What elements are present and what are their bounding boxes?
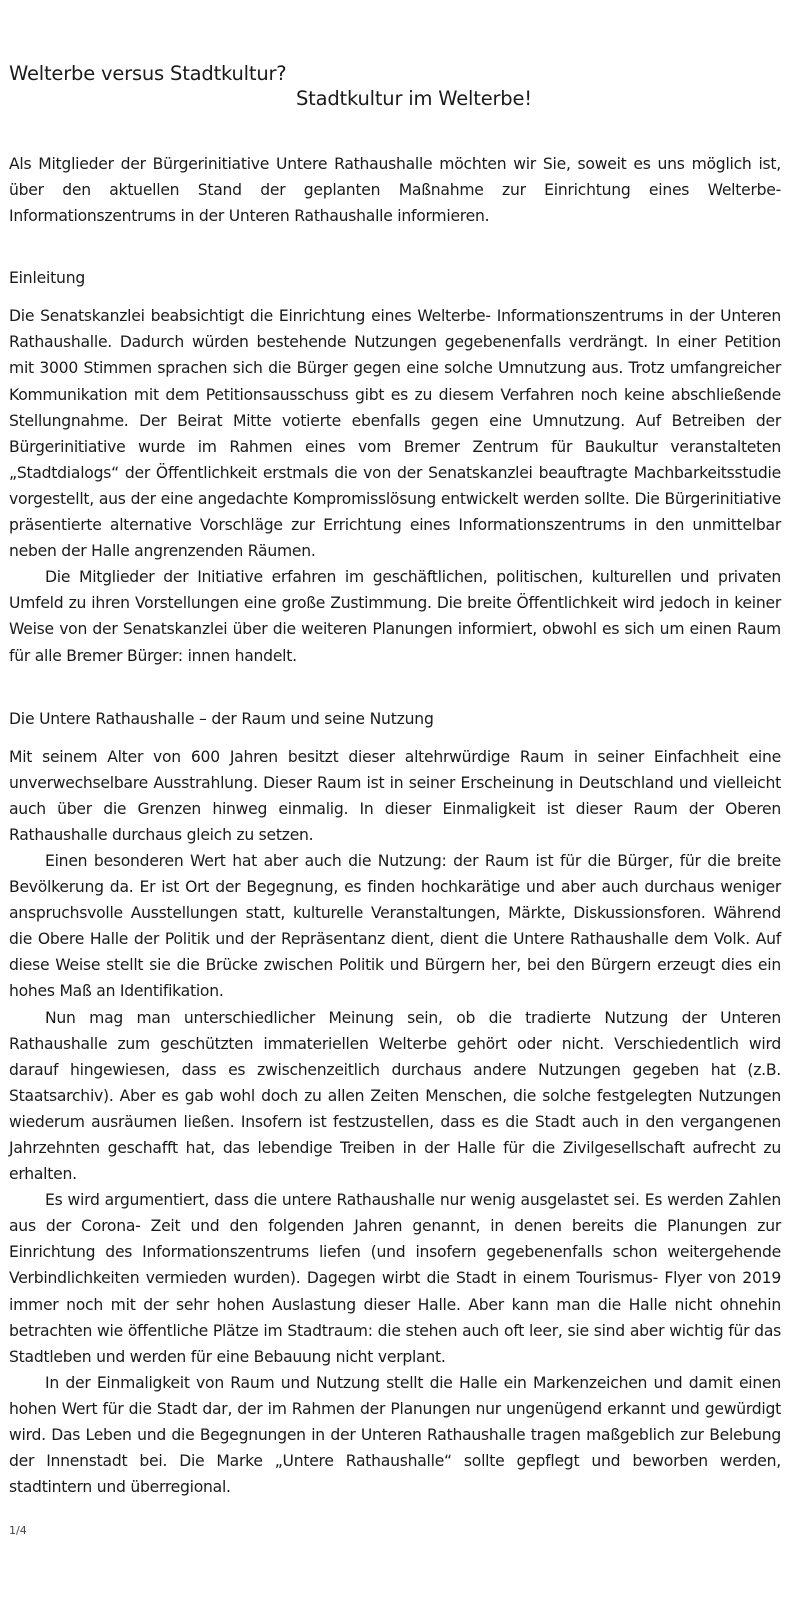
einleitung-paragraph-2: Die Mitglieder der Initiative erfahren im geschäftlichen, politischen, kulturellen und privaten Umfeld zu ihren Vorstellungen eine große Zustimmung. Die breite Öffentlichkeit wird jedoch in keiner Weise von der Senatskanzlei über die weiteren Planungen informiert, obwohl es sich um einen Raum für alle Bremer Bürger: innen handelt. — [9, 568, 781, 665]
rathaushalle-paragraph-1: Mit seinem Alter von 600 Jahren besitzt dieser altehrwürdige Raum in seiner Einfachheit eine unverwechselbare Ausstrahlung. Dieser Raum ist in seiner Erscheinung in Deutschland und vielleicht auch über die Grenzen hinweg einmalig. In dieser Einmaligkeit ist dieser Raum der Oberen Rathaushalle durchaus gleich zu setzen. — [9, 747, 781, 844]
section-heading-einleitung: Einleitung — [9, 269, 86, 288]
einleitung-paragraph-1: Die Senatskanzlei beabsichtigt die Einrichtung eines Welterbe- Informationszentrums in der Unteren Rathaushalle. Dadurch würden bestehende Nutzungen gegebenenfalls verdrängt. In einer Petition mit 3000 Stimmen sprachen sich die Bürger gegen eine solche Umnutzung aus. Trotz umfangreicher Kommunikation mit dem Petitionsausschuss gibt es zu diesem Verfahren noch keine abschließende Stellungnahme. Der Beirat Mitte votierte ebenfalls gegen eine Umnutzung. Auf Betreiben der Bürgerinitiative wurde im Rahmen eines vom Bremer Zentrum für Baukultur veranstalteten „Stadtdialogs“ der Öffentlichkeit erstmals die von der Senatskanzlei beauftragte Machbarkeitsstudie vorgestellt, aus der eine angedachte Kompromisslösung entwickelt werden sollte. Die Bürgerinitiative präsentierte alternative Vorschläge zur Errichtung eines Informationszentrums in den unmittelbar neben der Halle angrenzenden Räumen. — [9, 307, 781, 561]
rathaushalle-paragraph-4: Es wird argumentiert, dass die untere Rathaushalle nur wenig ausgelastet sei. Es werden Zahlen aus der Corona- Zeit und den folgenden Jahren genannt, in denen bereits die Planungen zur Einrichtung des Informationszentrums liefen (und insofern gegebenenfalls schon weitergehende Verbindlichkeiten vermieden wurden). Dagegen wirbt die Stadt in einem Tourismus- Flyer von 2019 immer noch mit der sehr hohen Auslastung dieser Halle. Aber kann man die Halle nicht ohnehin betrachten wie öffentliche Plätze im Stadtraum: die stehen auch oft leer, sie sind aber wichtig für das Stadtleben und werden für eine Bebauung nicht verplant. — [9, 1191, 781, 1366]
section-heading-rathaushalle: Die Untere Rathaushalle – der Raum und seine Nutzung — [9, 709, 434, 728]
title-line-1: Welterbe versus Stadtkultur? — [9, 62, 287, 85]
document-page — [9, 62, 781, 1500]
title-line-2: Stadtkultur im Welterbe! — [296, 87, 532, 110]
intro-paragraph: Als Mitglieder der Bürgerinitiative Untere Rathaushalle möchten wir Sie, soweit es uns möglich ist, über den aktuellen Stand der geplanten Maßnahme zur Einrichtung eines Welterbe- Informationszentrums in der Unteren Rathaushalle informieren. — [9, 155, 781, 226]
rathaushalle-paragraph-3: Nun mag man unterschiedlicher Meinung sein, ob die tradierte Nutzung der Unteren Rathaushalle zum geschützten immateriellen Welterbe gehört oder nicht. Verschiedentlich wird darauf hingewiesen, dass es zwischenzeitlich durchaus andere Nutzungen gegeben hat (z.B. Staatsarchiv). Aber es gab wohl doch zu allen Zeiten Menschen, die solche festgelegten Nutzungen wiederum ausräumen ließen. Insofern ist festzustellen, dass es die Stadt auch in den vergangenen Jahrzehnten geschafft hat, das lebendige Treiben in der Halle für die Zivilgesellschaft aufrecht zu erhalten. — [9, 1008, 781, 1184]
page-number: 1/4 — [9, 1524, 27, 1537]
rathaushalle-paragraph-2: Einen besonderen Wert hat aber auch die Nutzung: der Raum ist für die Bürger, für die breite Bevölkerung da. Er ist Ort der Begegnung, es finden hochkarätige und aber auch durchaus weniger anspruchsvolle Ausstellungen statt, kulturelle Veranstaltungen, Märkte, Diskussionsforen. Während die Obere Halle der Politik und der Repräsentanz dient, dient die Untere Rathaushalle dem Volk. Auf diese Weise stellt sie die Brücke zwischen Politik und Bürgern her, bei den Bürgern erzeugt dies ein hohes Maß an Identifikation. — [9, 851, 781, 1001]
rathaushalle-paragraph-5: In der Einmaligkeit von Raum und Nutzung stellt die Halle ein Markenzeichen und damit einen hohen Wert für die Stadt dar, der im Rahmen der Planungen nur ungenügend erkannt und gewürdigt wird. Das Leben und die Begegnungen in der Unteren Rathaushalle tragen maßgeblich zur Belebung der Innenstadt bei. Die Marke „Untere Rathaushalle“ sollte gepflegt und beworben werden, stadtintern und überregional. — [9, 1373, 781, 1497]
